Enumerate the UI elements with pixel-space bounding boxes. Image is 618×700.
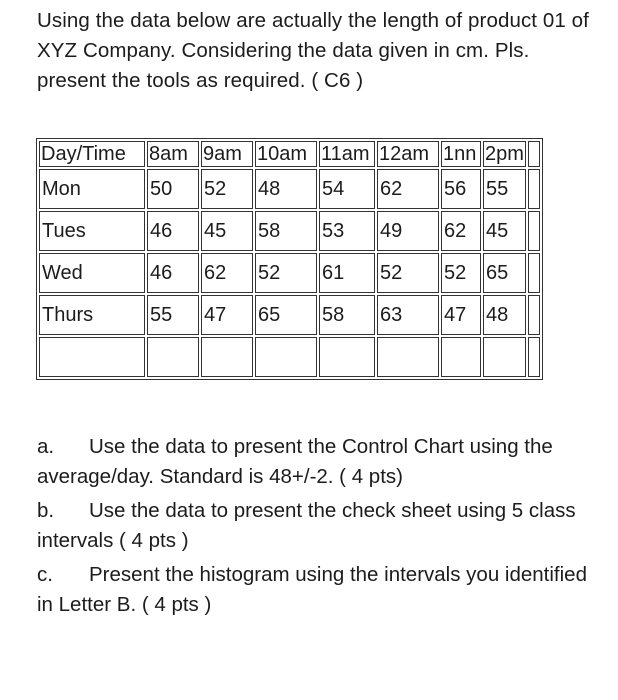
table-cell: 54 — [319, 169, 375, 209]
table-header-row — [39, 141, 540, 167]
header-cell-1nn: 1nn — [441, 141, 481, 167]
question-b — [37, 496, 597, 556]
table-cell: 52 — [201, 169, 253, 209]
header-cell-day-time: Day/Time — [39, 141, 145, 167]
table-cell: 65 — [255, 295, 317, 335]
table-cell — [147, 337, 199, 377]
table-cell: 52 — [377, 253, 439, 293]
row-day-label: Thurs — [39, 295, 145, 335]
row-day-label: Mon — [39, 169, 145, 209]
table-row — [39, 295, 540, 335]
table-cell: 65 — [483, 253, 526, 293]
table-cell — [528, 337, 540, 377]
table-cell: 47 — [201, 295, 253, 335]
row-day-label: Tues — [39, 211, 145, 251]
table-cell — [528, 169, 540, 209]
table-cell — [377, 337, 439, 377]
header-cell-8am: 8am — [147, 141, 199, 167]
table-cell: 53 — [319, 211, 375, 251]
table-cell: 50 — [147, 169, 199, 209]
table-cell — [319, 337, 375, 377]
table-cell: 48 — [483, 295, 526, 335]
table-cell: 63 — [377, 295, 439, 335]
header-cell-2pm: 2pm — [483, 141, 526, 167]
table-cell: 55 — [147, 295, 199, 335]
table-cell: 61 — [319, 253, 375, 293]
header-cell-9am: 9am — [201, 141, 253, 167]
questions-list — [37, 432, 597, 624]
table-row — [39, 169, 540, 209]
question-letter: c. — [37, 563, 53, 586]
table-cell: 52 — [255, 253, 317, 293]
data-table — [36, 138, 543, 380]
table-cell — [255, 337, 317, 377]
question-letter: a. — [37, 435, 55, 458]
question-letter: b. — [37, 499, 55, 522]
table-cell: 46 — [147, 253, 199, 293]
problem-statement: Using the data below are actually the length of product 01 of XYZ Company. Considering the data given in cm. Pls. present the tools as required. ( C6 ) — [37, 9, 589, 92]
row-day-label — [39, 337, 145, 377]
table-cell: 62 — [201, 253, 253, 293]
table-cell: 58 — [255, 211, 317, 251]
table-cell — [528, 295, 540, 335]
table-cell: 46 — [147, 211, 199, 251]
table-cell: 52 — [441, 253, 481, 293]
row-day-label: Wed — [39, 253, 145, 293]
question-text: Present the histogram using the intervals you identified in Letter B. ( 4 pts ) — [37, 563, 587, 616]
header-cell-10am: 10am — [255, 141, 317, 167]
header-cell-12am: 12am — [377, 141, 439, 167]
question-text: Use the data to present the Control Chart using the average/day. Standard is 48+/-2. ( 4 pts) — [37, 435, 553, 488]
question-a — [37, 432, 597, 492]
table-cell: 45 — [201, 211, 253, 251]
table-cell: 62 — [377, 169, 439, 209]
header-cell-11am: 11am — [319, 141, 375, 167]
table-row — [39, 253, 540, 293]
table-cell — [201, 337, 253, 377]
table-cell — [441, 337, 481, 377]
table-cell: 45 — [483, 211, 526, 251]
header-cell-empty — [528, 141, 540, 167]
table-cell: 58 — [319, 295, 375, 335]
table-cell — [483, 337, 526, 377]
data-table-container — [36, 138, 543, 380]
table-cell: 55 — [483, 169, 526, 209]
table-row — [39, 211, 540, 251]
question-text: Use the data to present the check sheet using 5 class intervals ( 4 pts ) — [37, 499, 576, 552]
table-cell: 49 — [377, 211, 439, 251]
table-cell: 48 — [255, 169, 317, 209]
table-cell — [528, 253, 540, 293]
table-cell: 56 — [441, 169, 481, 209]
table-cell — [528, 211, 540, 251]
table-row-empty — [39, 337, 540, 377]
table-cell: 47 — [441, 295, 481, 335]
table-cell: 62 — [441, 211, 481, 251]
question-c — [37, 560, 597, 620]
